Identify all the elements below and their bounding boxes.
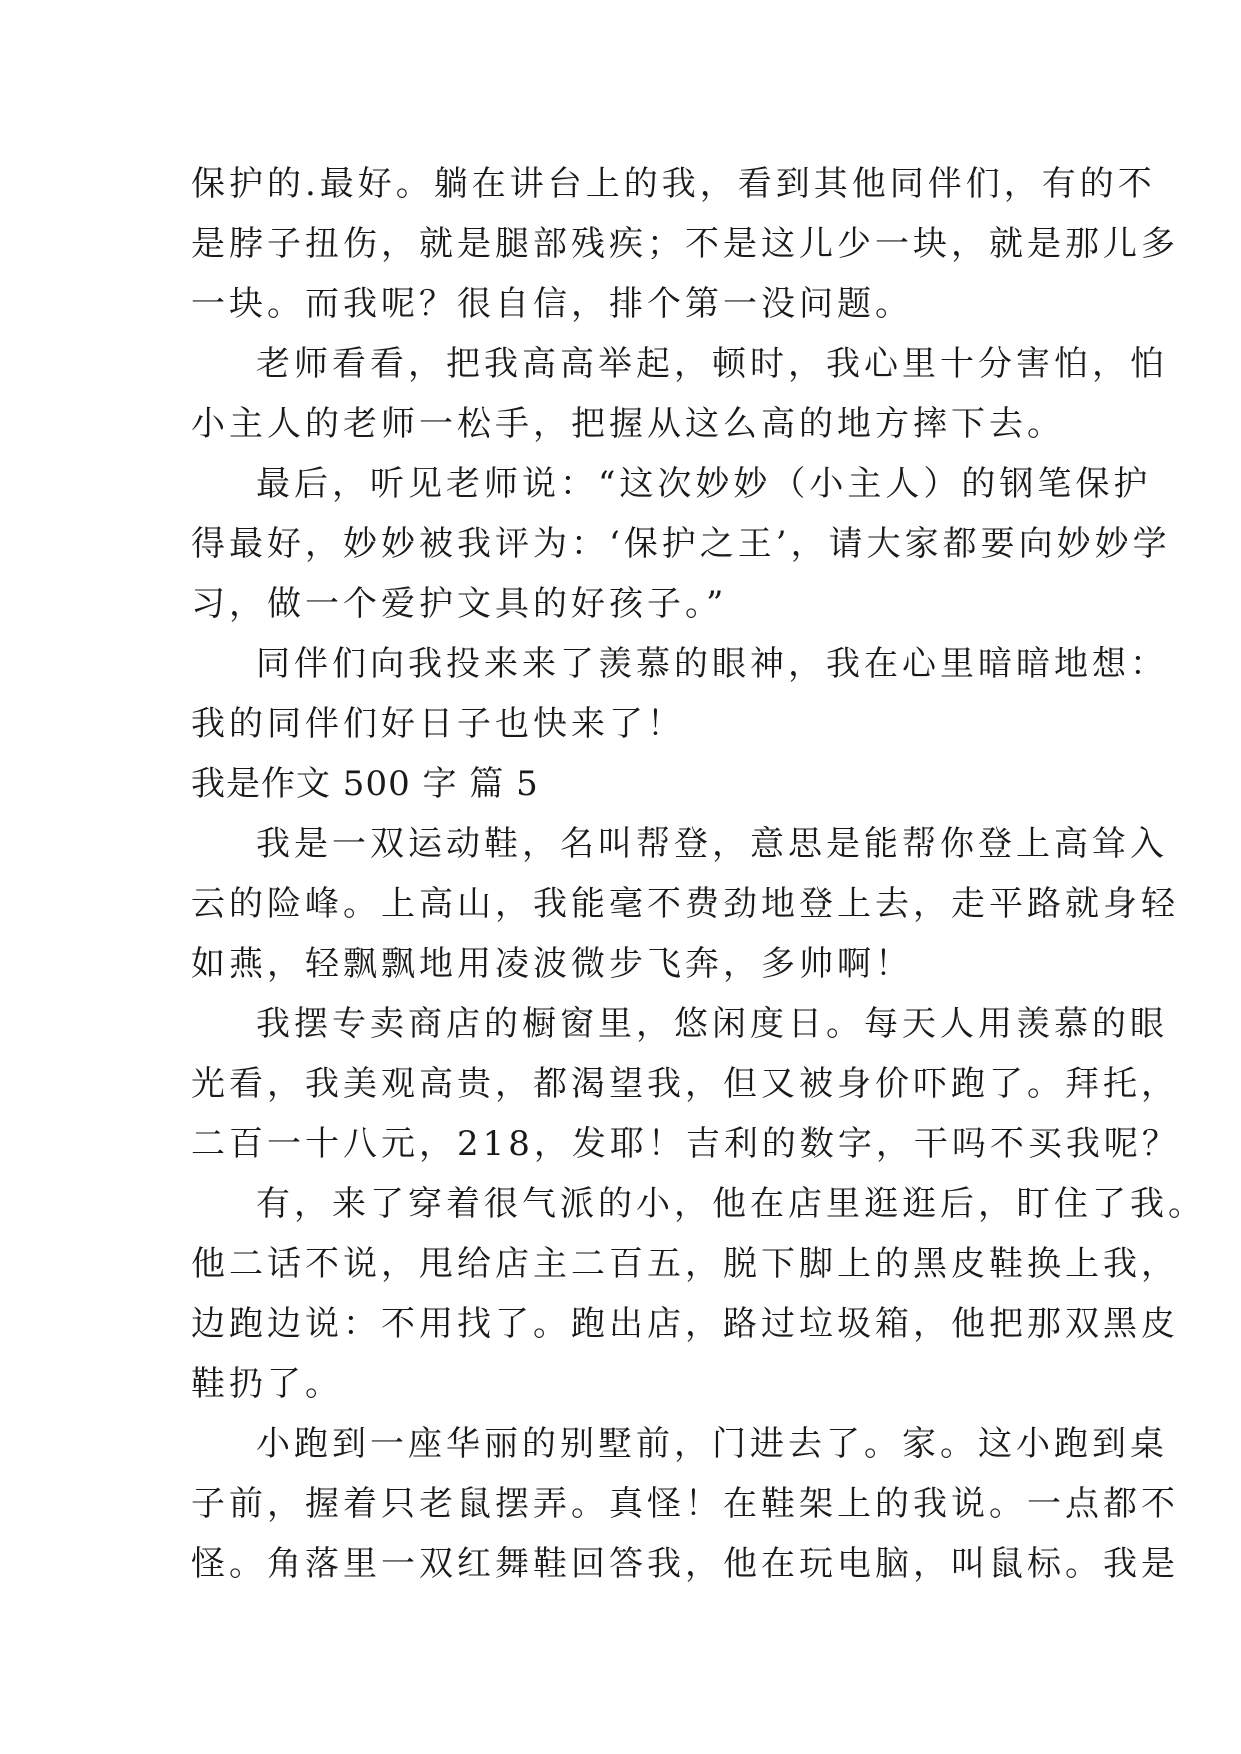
text-line: 保护的.最好。躺在讲台上的我，看到其他同伴们，有的不 xyxy=(191,164,1156,204)
paragraph-start-line: 我摆专卖商店的橱窗里，悠闲度日。每天人用羡慕的眼 xyxy=(256,1004,1168,1044)
text-line: 二百一十八元，218，发耶！吉利的数字，干吗不买我呢？ xyxy=(191,1124,1180,1164)
paragraph-start-line: 我是一双运动鞋，名叫帮登，意思是能帮你登上高耸入 xyxy=(256,824,1168,864)
paragraph-start-line: 小跑到一座华丽的别墅前，门进去了。家。这小跑到桌 xyxy=(256,1424,1168,1464)
text-line: 小主人的老师一松手，把握从这么高的地方摔下去。 xyxy=(191,404,1065,444)
text-line: 一块。而我呢？很自信，排个第一没问题。 xyxy=(191,284,913,324)
paragraph-start-line: 同伴们向我投来来了羡慕的眼神，我在心里暗暗地想： xyxy=(256,644,1168,684)
text-line: 怪。角落里一双红舞鞋回答我，他在玩电脑，叫鼠标。我是 xyxy=(191,1544,1179,1584)
text-line: 云的险峰。上高山，我能毫不费劲地登上去，走平路就身轻 xyxy=(191,884,1179,924)
paragraph-start-line: 最后，听见老师说：“这次妙妙（小主人）的钢笔保护 xyxy=(256,464,1152,504)
paragraph-start-line: 老师看看，把我高高举起，顿时，我心里十分害怕，怕 xyxy=(256,344,1168,384)
section-heading: 我是作文 500 字 篇 5 xyxy=(191,764,539,804)
text-line: 鞋扔了。 xyxy=(191,1364,343,1404)
text-line: 边跑边说：不用找了。跑出店，路过垃圾箱，他把那双黑皮 xyxy=(191,1304,1179,1344)
text-line: 他二话不说，甩给店主二百五，脱下脚上的黑皮鞋换上我， xyxy=(191,1244,1179,1284)
paragraph-start-line: 有，来了穿着很气派的小，他在店里逛逛后，盯住了我。 xyxy=(256,1184,1206,1224)
text-line: 得最好，妙妙被我评为：‘保护之王’，请大家都要向妙妙学 xyxy=(191,524,1171,564)
text-line: 我的同伴们好日子也快来了！ xyxy=(191,704,685,744)
text-line: 习，做一个爱护文具的好孩子。” xyxy=(191,584,728,624)
text-line: 如燕，轻飘飘地用凌波微步飞奔，多帅啊！ xyxy=(191,944,913,984)
text-line: 子前，握着只老鼠摆弄。真怪！在鞋架上的我说。一点都不 xyxy=(191,1484,1179,1524)
text-line: 光看，我美观高贵，都渴望我，但又被身价吓跑了。拜托， xyxy=(191,1064,1179,1104)
text-line: 是脖子扭伤，就是腿部残疾；不是这儿少一块，就是那儿多 xyxy=(191,224,1179,264)
